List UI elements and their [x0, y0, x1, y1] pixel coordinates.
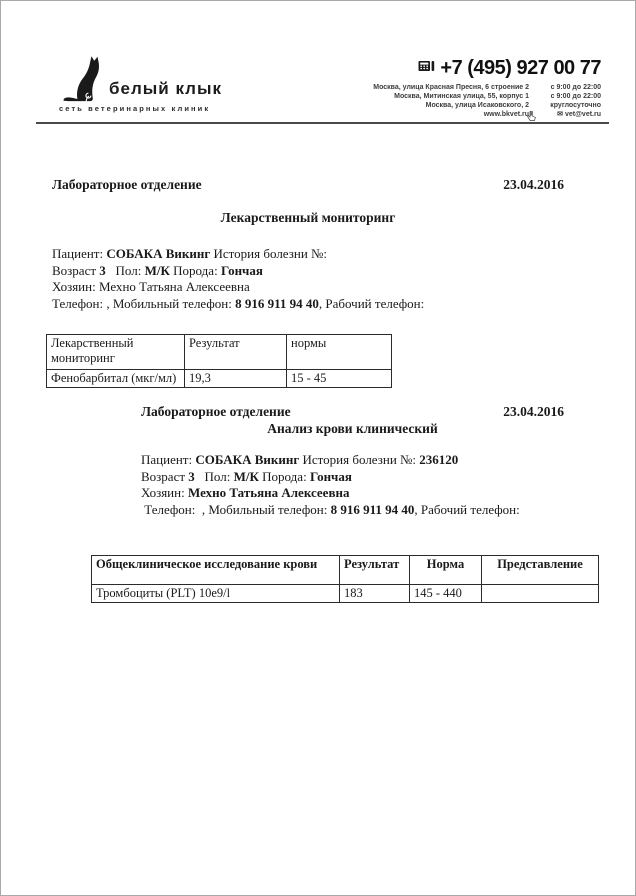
patient-info-label: Пациент: [141, 452, 196, 467]
patient-info-label: Пол: [105, 262, 145, 278]
clinic-contacts [369, 57, 601, 119]
patient-info-label: История болезни №: [299, 452, 420, 467]
column-header: нормы [287, 335, 392, 370]
patient-info-line [52, 279, 424, 296]
dog-logo-icon [59, 53, 109, 103]
patient-info-label: Телефон: , Мобильный телефон: [52, 295, 236, 311]
patient-info-value: М/К [144, 262, 170, 278]
patient-info-value: СОБАКА Викинг [106, 246, 211, 261]
report-title-monitoring: Лекарственный мониторинг [220, 210, 396, 225]
patient-info-value: Мехно Татьяна Алексеевна [187, 485, 350, 500]
column-header: Результат [185, 335, 287, 370]
patient-info-line [52, 246, 424, 263]
patient-info-value: 8 916 911 94 40 [330, 501, 415, 517]
patient-info-label: Хозяин: Мехно Татьяна Алексеевна [52, 279, 250, 294]
column-header: Общеклиническое исследование крови [92, 556, 340, 585]
contact-hours: круглосуточно [550, 102, 601, 109]
report-date: 23.04.2016 [503, 177, 564, 192]
column-header: Представление [482, 556, 599, 585]
contact-address: Москва, Митинская улица, 55, корпус 1 [394, 93, 529, 100]
phone-icon [418, 60, 435, 78]
patient-info-label: Хозяин: [141, 485, 188, 500]
patient-info-value: 3 [188, 468, 195, 484]
website-link[interactable]: www.bkvet.ru [484, 110, 529, 119]
column-header: Норма [410, 556, 482, 585]
patient-info-line [52, 263, 424, 280]
clinic-logo [59, 53, 222, 113]
patient-info-label: История болезни №: [210, 246, 328, 261]
header-divider [36, 122, 609, 124]
patient-info-value: СОБАКА Викинг [195, 452, 300, 467]
monitoring-results-table [46, 334, 392, 388]
patient-info-label: Пол: [194, 468, 234, 484]
clinic-name: белый клык [109, 79, 222, 98]
test-name-cell: Тромбоциты (PLT) 10e9/l [92, 585, 340, 603]
result-cell: 183 [340, 585, 410, 603]
email-icon: ✉ [557, 111, 564, 118]
test-name-cell: Фенобарбитал (мкг/мл) [47, 370, 185, 388]
patient-info-label: Телефон: , Мобильный телефон: [141, 501, 331, 517]
contact-address: Москва, улица Красная Пресня, 6 строение 2 [373, 84, 529, 91]
norm-cell: 145 - 440 [410, 585, 482, 603]
patient-info-block [141, 452, 520, 518]
column-header: Лекарственный мониторинг [47, 335, 185, 370]
patient-info-label: Возраст [141, 468, 189, 484]
patient-info-label: , Рабочий телефон: [318, 295, 425, 311]
section1-header [52, 177, 564, 193]
table-row [92, 585, 599, 603]
patient-info-value: 3 [99, 262, 106, 278]
result-cell: 19,3 [185, 370, 287, 388]
patient-info-line [141, 485, 520, 502]
patient-info-label: Порода: [169, 262, 221, 278]
patient-info-label: Порода: [258, 468, 310, 484]
patient-info-line [52, 296, 424, 313]
patient-info-label: , Рабочий телефон: [414, 501, 520, 517]
phone-number: +7 (495) 927 00 77 [440, 57, 601, 79]
patient-info-line [141, 452, 520, 469]
table-row [47, 370, 392, 388]
contact-hours: с 9:00 до 22:00 [550, 93, 601, 100]
patient-info-block [52, 246, 424, 312]
email-address: vet@vet.ru [564, 111, 601, 118]
norm-cell: 15 - 45 [287, 370, 392, 388]
department-title: Лабораторное отделение [52, 177, 202, 192]
patient-info-value: М/К [233, 468, 259, 484]
patient-info-value: Гончая [309, 468, 352, 484]
column-header: Результат [340, 556, 410, 585]
contact-address: Москва, улица Исаковского, 2 [425, 102, 529, 109]
representation-cell [482, 585, 599, 603]
blood-test-results-table [91, 555, 599, 603]
report-date: 23.04.2016 [503, 404, 564, 419]
clinic-tagline: сеть ветеринарных клиник [59, 104, 211, 113]
report-title-blood-analysis: Анализ крови клинический [267, 421, 438, 436]
patient-info-value: Гончая [220, 262, 263, 278]
contact-hours: с 9:00 до 22:00 [550, 84, 601, 91]
patient-info-line [141, 502, 520, 519]
patient-info-value: 8 916 911 94 40 [235, 295, 319, 311]
patient-info-line [141, 469, 520, 486]
department-title: Лабораторное отделение [141, 404, 291, 419]
section2-header [141, 404, 564, 420]
patient-info-label: Пациент: [52, 246, 107, 261]
patient-info-label: Возраст [52, 262, 100, 278]
patient-info-value: 236120 [419, 452, 459, 467]
